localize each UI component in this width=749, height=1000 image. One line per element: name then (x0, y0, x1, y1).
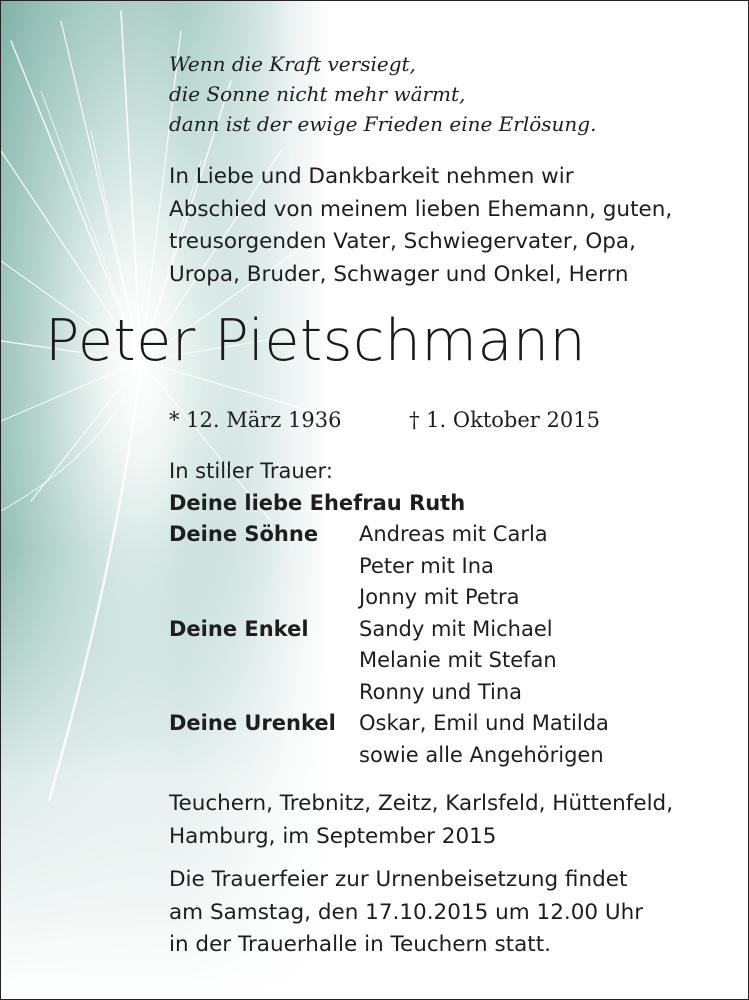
intro-line: Uropa, Bruder, Schwager und Onkel, Herrn (169, 261, 629, 287)
intro-line: Abschied von meinem lieben Ehemann, guten, (169, 196, 673, 222)
mourner-name: Andreas mit Carla (359, 522, 548, 546)
mourner-name: sowie alle Angehörigen (359, 742, 604, 767)
mourners-section (169, 456, 609, 771)
mourner-name: Oskar, Emil und Matilda (359, 711, 609, 735)
group-label: Deine Urenkel (169, 711, 336, 735)
group-label: Deine Enkel (169, 616, 309, 641)
funeral-line: am Samstag, den 17.10.2015 um 12.00 Uhr (169, 899, 644, 925)
mourner-name: Ronny und Tina (359, 679, 523, 704)
poem-line: dann ist der ewige Frieden eine Erlösung. (169, 112, 597, 136)
group-label: Deine Söhne (169, 522, 319, 546)
birth-date: * 12. März 1936 (169, 408, 342, 432)
mourner-group-grandchildren (169, 614, 609, 709)
poem (169, 49, 596, 139)
places-and-date (169, 788, 673, 853)
mourners-heading: In stiller Trauer: (169, 459, 333, 483)
mourner-group-great-grandchildren (169, 708, 609, 771)
funeral-info (169, 864, 643, 962)
funeral-line: Die Trauerfeier zur Urnenbeisetzung findet (169, 867, 628, 892)
intro-line: In Liebe und Dankbarkeit nehmen wir (169, 164, 574, 189)
funeral-line: in der Trauerhalle in Teuchern statt. (169, 932, 551, 957)
poem-line: Wenn die Kraft versiegt, (169, 52, 416, 76)
death-date: † 1. Oktober 2015 (409, 408, 600, 432)
mourner-group-sons (169, 519, 609, 614)
mourner-name: Jonny mit Petra (359, 585, 520, 609)
mourner-name: Melanie mit Stefan (359, 648, 557, 672)
intro-line: treusorgenden Vater, Schwiegervater, Opa, (169, 229, 636, 254)
intro-text (169, 161, 672, 291)
wife-line: Deine liebe Ehefrau Ruth (169, 490, 466, 515)
places-line: Hamburg, im September 2015 (169, 823, 497, 849)
poem-line: die Sonne nicht mehr wärmt, (169, 82, 466, 106)
mourner-name: Peter mit Ina (359, 553, 494, 578)
places-line: Teuchern, Trebnitz, Zeitz, Karlsfeld, Hüttenfeld, (169, 791, 674, 816)
deceased-name: Peter Pietschmann (45, 308, 587, 374)
mourner-name: Sandy mit Michael (359, 616, 553, 641)
